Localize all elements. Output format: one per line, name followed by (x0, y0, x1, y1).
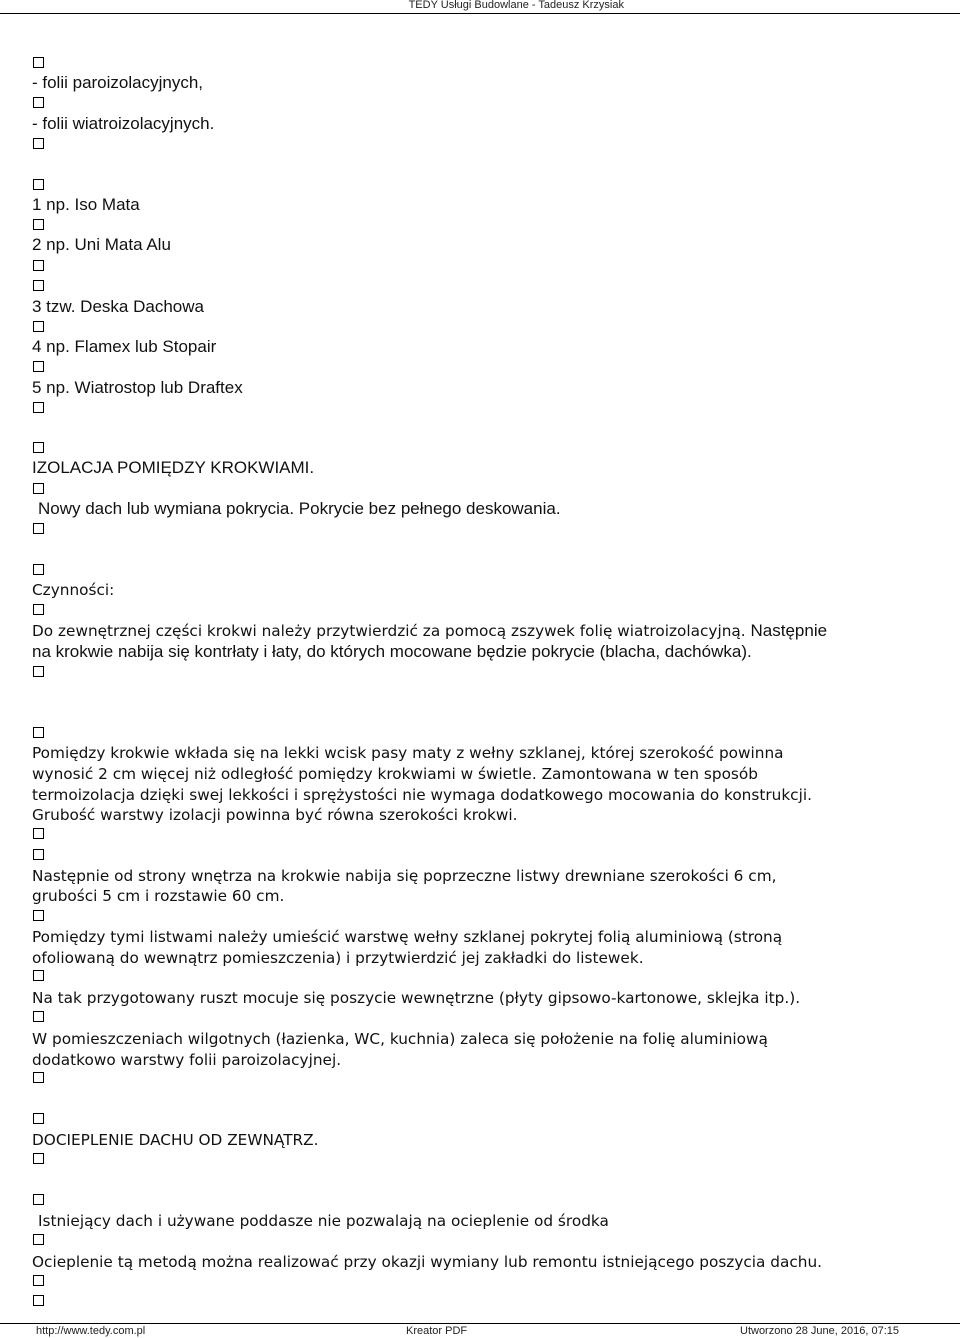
checkbox-glyph (33, 179, 44, 190)
checkbox-glyph (33, 1153, 44, 1164)
footer-creator: Kreator PDF (406, 1325, 468, 1337)
paragraph-line: W pomieszczeniach wilgotnych (łazienka, WC, kuchnia) zaleca się położenie na folię aluminiową (32, 1030, 768, 1048)
checkbox-glyph (33, 564, 44, 575)
checkbox-glyph (33, 321, 44, 332)
checkbox-glyph (33, 1011, 44, 1022)
list-item-text: - folii paroizolacyjnych, (32, 73, 204, 92)
paragraph-line: wynosić 2 cm więcej niż odległość pomiędzy krokwiami w świetle. Zamontowana w ten sposób (32, 765, 758, 783)
list-item-text: 1 np. Iso Mata (32, 195, 140, 214)
checkbox-glyph (33, 666, 44, 677)
checkbox-glyph (33, 280, 44, 291)
checkbox-glyph (33, 1194, 44, 1205)
list-item-text: 2 np. Uni Mata Alu (32, 235, 171, 254)
checkbox-glyph (33, 361, 44, 372)
footer-url: http://www.tedy.com.pl (36, 1325, 146, 1337)
checkbox-glyph (33, 442, 44, 453)
list-item-text: 4 np. Flamex lub Stopair (32, 337, 217, 356)
checkbox-glyph (33, 523, 44, 534)
footer-divider (0, 1323, 960, 1324)
checkbox-glyph (33, 219, 44, 230)
paragraph-line: na krokwie nabija się kontrłaty i łaty, do których mocowane będzie pokrycie (blacha, dachówka). (32, 642, 752, 661)
footer-created: Utworzono 28 June, 2016, 07:15 (740, 1325, 900, 1337)
checkbox-glyph (33, 727, 44, 738)
checkbox-glyph (33, 1275, 44, 1286)
paragraph-line: ofoliowaną do wewnątrz pomieszczenia) i przytwierdzić jej zakładki do listewek. (32, 949, 644, 967)
section-heading: IZOLACJA POMIĘDZY KROKWIAMI. (32, 458, 315, 477)
checkbox-glyph (33, 97, 44, 108)
paragraph-line: Pomiędzy tymi listwami należy umieścić warstwę wełny szklanej pokrytej folią aluminiową (stroną (32, 928, 783, 946)
checkbox-glyph (33, 1113, 44, 1124)
checkbox-glyph (33, 910, 44, 921)
checkbox-glyph (33, 604, 44, 615)
paragraph-label: Czynności: (32, 581, 115, 599)
paragraph-line: dodatkowo warstwy folii paroizolacyjnej. (32, 1051, 342, 1069)
page-header-title: TEDY Usługi Budowlane - Tadeusz Krzysiak (408, 0, 624, 11)
paragraph-line: termoizolacja dzięki swej lekkości i sprężystości nie wymaga dodatkowego mocowania do konstrukcji. (32, 786, 812, 804)
paragraph-line: Następnie od strony wnętrza na krokwie nabija się poprzeczne listwy drewniane szerokości 6 cm, (32, 867, 777, 885)
checkbox-glyph (33, 483, 44, 494)
checkbox-glyph (33, 260, 44, 271)
checkbox-glyph (33, 1072, 44, 1083)
checkbox-glyph (33, 1295, 44, 1306)
list-item-text: 3 tzw. Deska Dachowa (32, 297, 204, 316)
list-item-text: 5 np. Wiatrostop lub Draftex (32, 378, 243, 397)
paragraph-line: Na tak przygotowany ruszt mocuje się poszycie wewnętrzne (płyty gipsowo-kartonowe, sklejka itp.). (32, 989, 801, 1007)
checkbox-glyph (33, 402, 44, 413)
list-item-text: - folii wiatroizolacyjnych. (32, 114, 215, 133)
paragraph-text: Do zewnętrznej części krokwi należy przytwierdzić za pomocą zszywek folię wiatroizolacyjną. (32, 622, 746, 640)
paragraph-line (32, 621, 827, 641)
checkbox-glyph (33, 138, 44, 149)
checkbox-glyph (33, 1234, 44, 1245)
paragraph-line: Grubość warstwy izolacji powinna być równa szerokości krokwi. (32, 806, 518, 824)
checkbox-glyph (33, 828, 44, 839)
paragraph-line: Ocieplenie tą metodą można realizować przy okazji wymiany lub remontu istniejącego poszycia dachu. (32, 1253, 823, 1271)
checkbox-glyph (33, 970, 44, 981)
checkbox-glyph (33, 57, 44, 68)
paragraph-line: Pomiędzy krokwie wkłada się na lekki wcisk pasy maty z wełny szklanej, której szerokość powinna (32, 744, 784, 762)
checkbox-glyph (33, 849, 44, 860)
section-subheading: Nowy dach lub wymiana pokrycia. Pokrycie bez pełnego deskowania. (38, 499, 561, 518)
paragraph-line: grubości 5 cm i rozstawie 60 cm. (32, 887, 285, 905)
section-heading: DOCIEPLENIE DACHU OD ZEWNĄTRZ. (32, 1131, 319, 1149)
paragraph-line: Istniejący dach i używane poddasze nie pozwalają na ocieplenie od środka (38, 1212, 609, 1230)
paragraph-text: Następnie (750, 621, 828, 640)
